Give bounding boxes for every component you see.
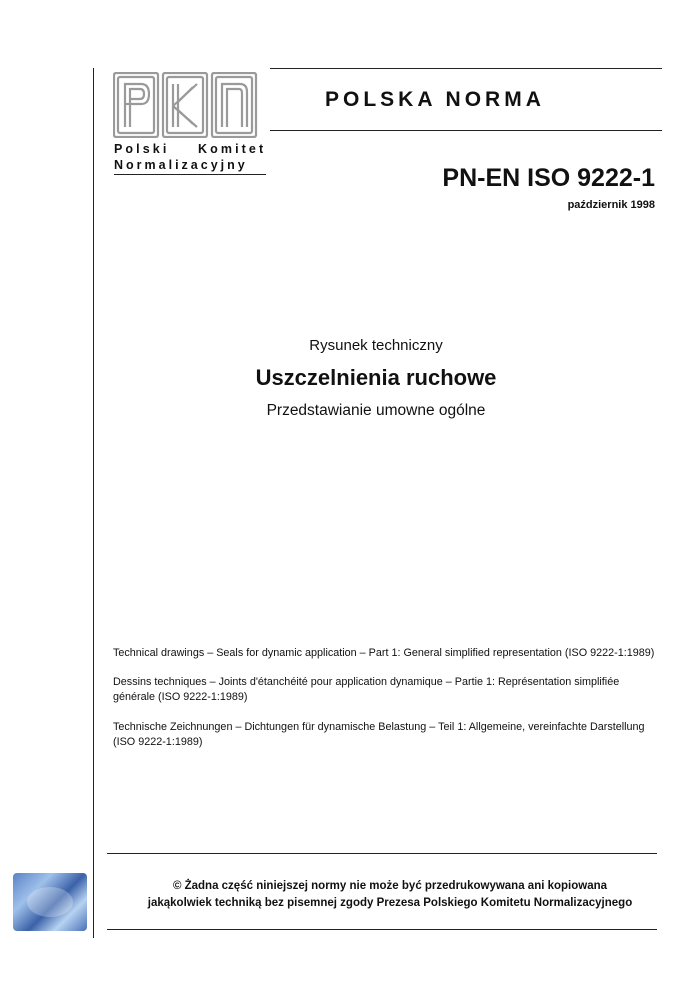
footer-top-rule xyxy=(107,853,657,854)
copyright-line-2: jakąkolwiek techniką bez pisemnej zgody Prezesa Polskiego Komitetu Normalizacyjnego xyxy=(147,897,633,909)
pkn-logo xyxy=(113,72,258,138)
title-french: Dessins techniques – Joints d'étanchéité pour application dynamique – Partie 1: Représentation simplifiée générale (ISO 9222-1:1989) xyxy=(113,676,620,703)
left-vertical-rule xyxy=(93,68,94,938)
publication-date: październik 1998 xyxy=(567,199,655,211)
copyright-line-1: © Żadna część niniejszej normy nie może być przedrukowywana ani kopiowana xyxy=(172,880,608,892)
org-name-line-1: Polski Komitet xyxy=(114,142,267,156)
hologram-logo-mark xyxy=(27,887,73,917)
top-rule xyxy=(270,68,662,69)
footer-bottom-rule xyxy=(107,929,657,930)
document-title: Uszczelnienia ruchowe xyxy=(255,365,497,390)
polska-norma-heading: POLSKA NORMA xyxy=(325,88,545,111)
title-english: Technical drawings – Seals for dynamic application – Part 1: General simplified representation (ISO 9222-1:1989) xyxy=(113,647,655,659)
standard-code: PN-EN ISO 9222-1 xyxy=(442,164,655,192)
org-underline xyxy=(114,174,266,175)
document-subject: Rysunek techniczny xyxy=(309,337,443,354)
pkn-logo-icon xyxy=(113,72,258,138)
document-subtitle: Przedstawianie umowne ogólne xyxy=(266,402,486,419)
title-german: Technische Zeichnungen – Dichtungen für dynamische Belastung – Teil 1: Allgemeine, vereinfachte Darstellung (ISO 9222-1:1989) xyxy=(113,721,645,748)
org-name-line-2: Normalizacyjny xyxy=(114,158,248,172)
polska-norma-rule xyxy=(270,130,662,131)
pkn-hologram-seal-icon xyxy=(13,873,87,931)
